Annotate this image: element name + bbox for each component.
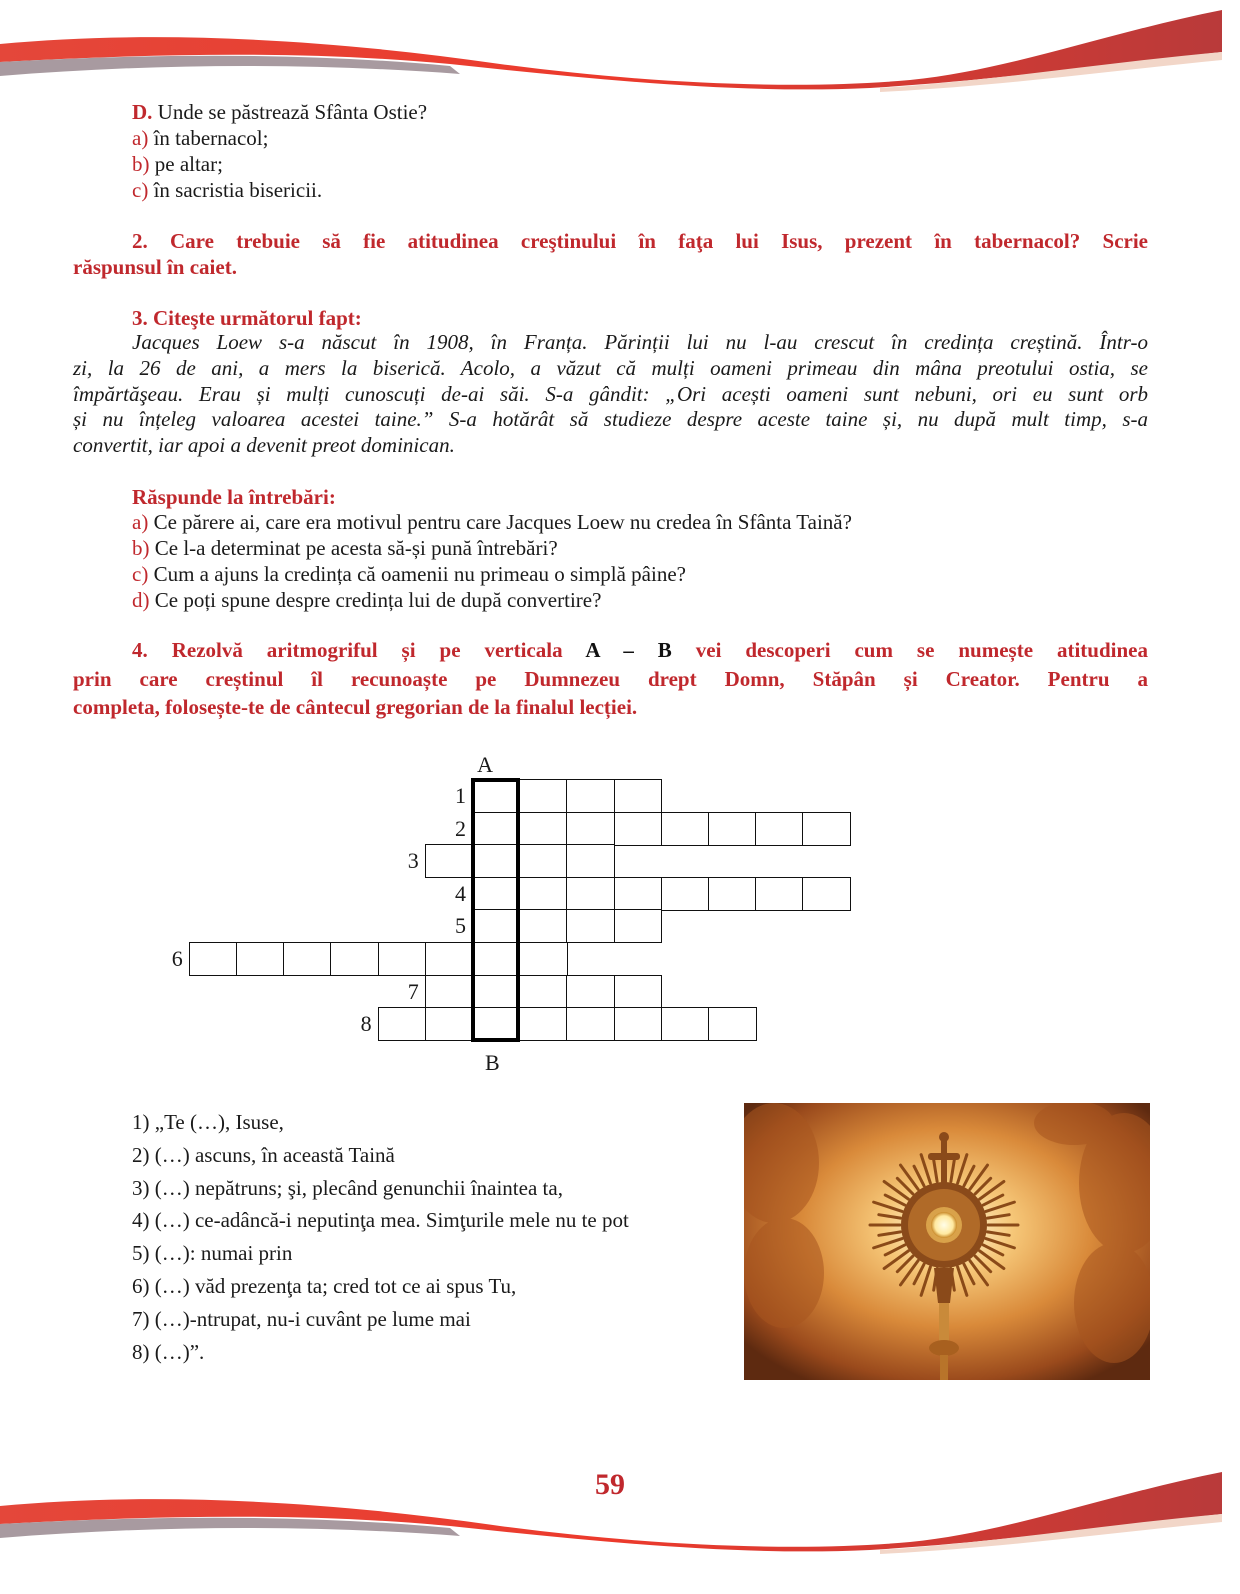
monstrance-image	[744, 1103, 1150, 1380]
clue-item: 6) (…) văd prezenţa ta; cred tot ce ai spus Tu,	[132, 1273, 517, 1298]
crossword-cell[interactable]	[566, 812, 615, 846]
crossword-cell[interactable]	[566, 975, 615, 1009]
crossword-cell[interactable]	[566, 877, 615, 911]
crossword-cell[interactable]	[519, 909, 568, 943]
question-d-letter: D.	[132, 100, 153, 124]
clue-item: 5) (…): numai prin	[132, 1241, 293, 1266]
option-text: pe altar;	[149, 152, 223, 176]
crossword-cell[interactable]	[614, 1007, 663, 1041]
crossword-cell[interactable]	[802, 812, 851, 846]
crossword-cell[interactable]	[708, 1007, 757, 1041]
item-letter: c)	[132, 562, 149, 586]
crossword-cell[interactable]	[661, 877, 710, 911]
q4-text: 4. Rezolvă aritmogriful și pe verticala	[132, 638, 586, 662]
crossword-cell[interactable]	[755, 877, 804, 911]
crossword-cell[interactable]	[519, 844, 568, 878]
row-number-label: 8	[360, 1011, 372, 1037]
q4-text: vei descoperi cum se numește atitudinea	[671, 638, 1148, 662]
item-letter: a)	[132, 510, 149, 534]
row-number-label: 6	[171, 946, 183, 971]
option-text: în tabernacol;	[148, 126, 269, 150]
clue-item: 4) (…) ce-adâncă-i neputinţa mea. Simţurile mele nu te pot	[132, 1208, 629, 1233]
crossword-cell[interactable]	[708, 812, 757, 846]
crossword-cell[interactable]	[661, 812, 710, 846]
clue-item: 3) (…) nepătruns; şi, plecând genunchii înaintea ta,	[132, 1175, 563, 1200]
row-number-label: 4	[455, 880, 466, 906]
item-text: Ce l-a determinat pe acesta să-și pună întrebări?	[149, 536, 558, 560]
crossword-cell[interactable]	[566, 1007, 615, 1041]
row-number-label: 3	[407, 848, 419, 874]
crossword-cell[interactable]	[519, 942, 568, 976]
item-letter: b)	[132, 536, 150, 560]
crossword-cell[interactable]	[378, 942, 427, 976]
crossword-cell[interactable]	[614, 909, 663, 943]
story-line: Jacques Loew s-a născut în 1908, în Franța. Părinții lui nu l-au crescut în credința creștină. Într-o	[132, 330, 1148, 354]
question-4-line: prin care creștinul îl recunoaște pe Dumnezeu drept Domn, Stăpân și Creator. Pentru a	[73, 666, 1148, 691]
story-line: și nu înțeleg valoarea acestei taine.” S-a hotărât să studieze despre aceste taine și, nu după mult timp, s-a	[73, 407, 1148, 432]
item-text: Cum a ajuns la credința că oamenii nu primeau o simplă pâine?	[148, 562, 686, 586]
crossword-cell[interactable]	[330, 942, 379, 976]
crossword-cell[interactable]	[614, 779, 663, 813]
crossword-cell[interactable]	[189, 942, 238, 976]
clue-item: 7) (…)-ntrupat, nu-i cuvânt pe lume mai	[132, 1306, 471, 1331]
crossword-cell[interactable]	[425, 975, 474, 1009]
crossword-cell[interactable]	[425, 844, 474, 878]
item-text: Ce poți spune despre credința lui de după convertire?	[149, 588, 602, 612]
crossword-cell[interactable]	[614, 812, 663, 846]
crossword-cell[interactable]	[755, 812, 804, 846]
vertical-top-label: A	[477, 752, 493, 777]
crossword-cell[interactable]	[425, 942, 474, 976]
crossword-cell[interactable]	[283, 942, 332, 976]
question-2-line: 2. Care trebuie să fie atitudinea creştinului în faţa lui Isus, prezent în tabernacol? Scrie	[132, 229, 1148, 253]
crossword-cell[interactable]	[566, 844, 615, 878]
crossword-cell[interactable]	[661, 1007, 710, 1041]
crossword-cell[interactable]	[236, 942, 285, 976]
crossword-cell[interactable]	[708, 877, 757, 911]
story-line: împărtăşeau. Erau și mulți cunoscuți de-ai săi. S-a gândit: „Ori acești oameni sunt nebuni, ori eu sunt orb	[73, 381, 1148, 406]
crossword-cell[interactable]	[519, 812, 568, 846]
question-3-title: 3. Citeşte următorul fapt:	[132, 306, 362, 330]
vertical-a-b-column	[471, 778, 520, 1042]
row-number-label: 1	[455, 783, 466, 808]
question-4-line: completa, folosește-te de cântecul gregorian de la finalul lecției.	[73, 695, 638, 719]
crossword-cell[interactable]	[519, 975, 568, 1009]
crossword-cell[interactable]	[378, 1007, 427, 1041]
row-number-label: 2	[455, 815, 466, 841]
item-text: Ce părere ai, care era motivul pentru care Jacques Loew nu credea în Sfânta Taină?	[148, 510, 852, 534]
option-letter: a)	[132, 126, 149, 150]
crossword-cell[interactable]	[425, 1007, 474, 1041]
question-2-line: răspunsul în caiet.	[73, 255, 237, 279]
option-text: în sacristia bisericii.	[148, 178, 323, 202]
q4-vertical-label: A – B	[585, 638, 672, 662]
crossword-cell[interactable]	[519, 779, 568, 813]
crossword-cell[interactable]	[614, 975, 663, 1009]
clue-item: 1) „Te (…), Isuse,	[132, 1110, 284, 1134]
story-line: zi, la 26 de ani, a mers la biserică. Acolo, a văzut că mulți oameni primeau din mâna preotului ostia, se	[73, 355, 1148, 380]
answer-section-title: Răspunde la întrebări:	[132, 485, 336, 509]
option-letter: b)	[132, 152, 150, 176]
crossword-cell[interactable]	[614, 877, 663, 911]
crossword-cell[interactable]	[566, 909, 615, 943]
vertical-bottom-label: B	[485, 1050, 500, 1075]
question-d-text: Unde se păstrează Sfânta Ostie?	[152, 100, 428, 124]
clue-item: 2) (…) ascuns, în această Taină	[132, 1142, 395, 1167]
row-number-label: 7	[407, 978, 419, 1004]
story-line: convertit, iar apoi a devenit preot dominican.	[73, 433, 455, 458]
crossword-cell[interactable]	[802, 877, 851, 911]
clue-item: 8) (…)”.	[132, 1339, 205, 1364]
option-letter: c)	[132, 178, 149, 202]
crossword-cell[interactable]	[566, 779, 615, 813]
item-letter: d)	[132, 588, 150, 612]
clues-list	[132, 1106, 629, 1368]
page-number: 59	[595, 1468, 625, 1501]
row-number-label: 5	[455, 913, 466, 939]
crossword-cell[interactable]	[519, 877, 568, 911]
crossword-cell[interactable]	[519, 1007, 568, 1041]
